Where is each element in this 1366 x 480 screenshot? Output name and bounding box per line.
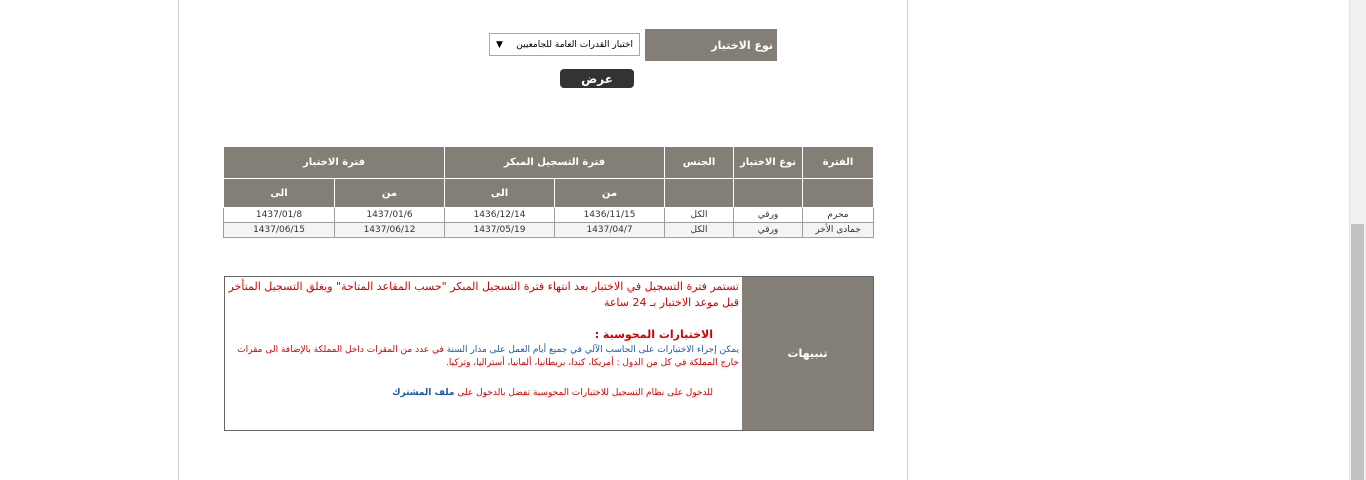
cell-test-type: ورقي bbox=[734, 208, 803, 223]
cell-reg-to: 1437/05/19 bbox=[445, 223, 555, 238]
scrollbar-thumb[interactable] bbox=[1351, 224, 1364, 480]
cell-test-to: 1437/06/15 bbox=[224, 223, 335, 238]
registration-login-note bbox=[227, 386, 713, 400]
table-row bbox=[224, 208, 874, 223]
subheader-empty bbox=[734, 179, 803, 208]
computerized-availability-text: يمكن إجراء الاختبارات على الحاسب الآلي في جميع أيام العمل على مدار السنة bbox=[446, 345, 739, 355]
table-row bbox=[224, 223, 874, 238]
test-type-selected-value: اختبار القدرات العامة للجامعيين bbox=[516, 39, 633, 50]
cell-period: محرم bbox=[803, 208, 874, 223]
cell-test-type: ورقي bbox=[734, 223, 803, 238]
cell-reg-to: 1436/12/14 bbox=[445, 208, 555, 223]
subheader-empty bbox=[803, 179, 874, 208]
cell-gender: الكل bbox=[665, 208, 734, 223]
cell-period: جمادى الأخر bbox=[803, 223, 874, 238]
computerized-locations-text: في عدد من المقرات داخل المملكة بالإضافة الى مقرات خارج المملكة في كل من الدول : أمريكا، كندا، بريطانيا، ألمانيا، أستراليا، وتركيا. bbox=[237, 345, 739, 368]
subheader-test-from: من bbox=[335, 179, 445, 208]
subheader-reg-to: الى bbox=[445, 179, 555, 208]
subheader-test-to: الى bbox=[224, 179, 335, 208]
late-registration-note: تستمر فترة التسجيل في الاختبار بعد انتهاء فترة التسجيل المبكر "حسب المقاعد المتاحة" ويغلق التسجيل المتأخر قبل موعد الاختبار بـ 24 ساعة bbox=[228, 280, 739, 309]
cell-reg-from: 1437/04/7 bbox=[555, 223, 665, 238]
cell-test-to: 1437/01/8 bbox=[224, 208, 335, 223]
test-type-select[interactable] bbox=[489, 33, 640, 56]
col-header-gender: الجنس bbox=[665, 147, 734, 179]
notes-box bbox=[224, 276, 874, 431]
computerized-tests-heading: الاختبارات المحوسبة : bbox=[594, 328, 713, 341]
cell-test-from: 1437/06/12 bbox=[335, 223, 445, 238]
subheader-empty bbox=[665, 179, 734, 208]
col-header-early-registration: فترة التسجيل المبكر bbox=[445, 147, 665, 179]
notes-content bbox=[227, 279, 739, 400]
notes-label: تنبيهات bbox=[742, 277, 873, 430]
subheader-reg-from: من bbox=[555, 179, 665, 208]
cell-gender: الكل bbox=[665, 223, 734, 238]
col-header-period: الفترة bbox=[803, 147, 874, 179]
show-button[interactable]: عرض bbox=[560, 69, 634, 88]
col-header-test-period: فترة الاختبار bbox=[224, 147, 445, 179]
registration-login-text: للدخول على نظام التسجيل للاختبارات المحوسبة تفضل بالدخول على bbox=[457, 388, 713, 398]
col-header-test-type: نوع الاختبار bbox=[734, 147, 803, 179]
test-type-label: نوع الاختبار bbox=[645, 29, 777, 61]
subscriber-profile-link[interactable]: ملف المشترك bbox=[392, 388, 455, 398]
computerized-tests-note bbox=[227, 344, 739, 370]
cell-test-from: 1437/01/6 bbox=[335, 208, 445, 223]
cell-reg-from: 1436/11/15 bbox=[555, 208, 665, 223]
chevron-down-icon: ▼ bbox=[496, 39, 503, 50]
schedule-table bbox=[223, 146, 874, 238]
